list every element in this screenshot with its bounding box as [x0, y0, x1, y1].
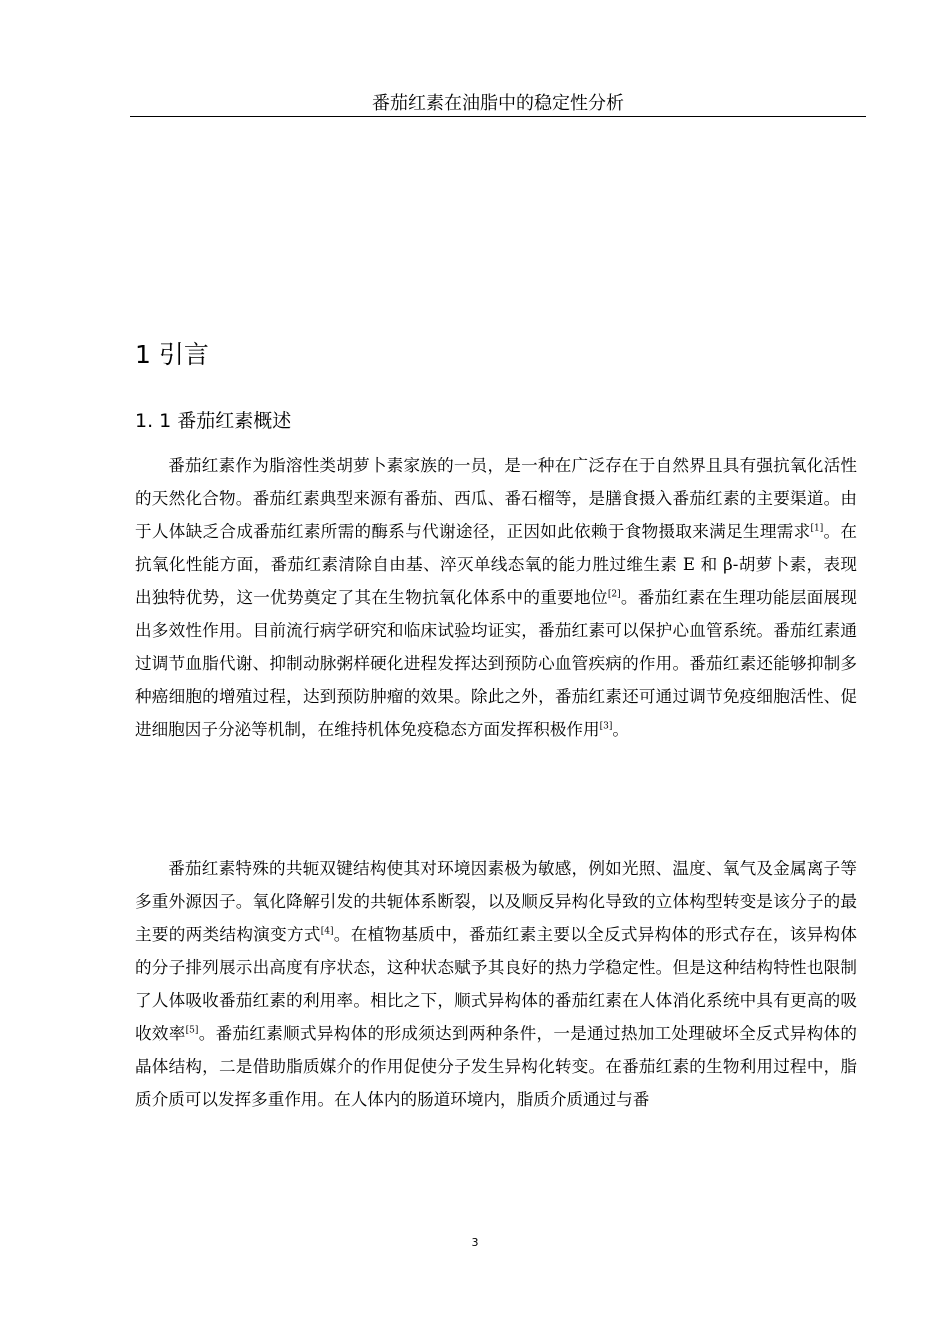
- paragraph-2: [135, 852, 857, 1116]
- paragraph-text: 番茄红素特殊的共轭双键结构使其对环境因素极为敏感，例如光照、温度、氧气及金属离子等多重外源因子。氧化降解引发的共轭体系断裂，以及顺反异构化导致的立体构型转变是该分子的最主要的两类结构演变方式: [135, 859, 857, 944]
- section-heading: 1 引言: [135, 340, 209, 369]
- paragraph-text: 。番茄红素顺式异构体的形成须达到两种条件，一是通过热加工处理破坏全反式异构体的晶体结构，二是借助脂质媒介的作用促使分子发生异构化转变。在番茄红素的生物利用过程中，脂质介质可以发挥多重作用。在人体内的肠道环境内，脂质介质通过与番: [135, 1024, 858, 1109]
- citation-1: [1]: [810, 523, 824, 534]
- paragraph-text: 。在抗氧化性能方面，番茄红素清除自由基、淬灭单线态氧的能力胜过维生素 E 和 β-胡萝卜素，表现出独特优势，这一优势奠定了其在生物抗氧化体系中的重要地位: [135, 522, 858, 607]
- citation-3: [3]: [599, 721, 613, 732]
- paragraph-text: 番茄红素作为脂溶性类胡萝卜素家族的一员，是一种在广泛存在于自然界且具有强抗氧化活性的天然化合物。番茄红素典型来源有番茄、西瓜、番石榴等，是膳食摄入番茄红素的主要渠道。由于人体缺乏合成番茄红素所需的酶系与代谢途径，正因如此依赖于食物摄取来满足生理需求: [135, 456, 857, 541]
- header-rule: [130, 116, 866, 117]
- page-number: 3: [471, 1236, 479, 1249]
- subsection-heading: 1. 1 番茄红素概述: [135, 410, 292, 432]
- paragraph-text: 。: [612, 720, 629, 739]
- running-header-title: 番茄红素在油脂中的稳定性分析: [372, 93, 624, 114]
- citation-4: [4]: [320, 926, 334, 937]
- citation-2: [2]: [607, 589, 621, 600]
- paragraph-1: [135, 449, 857, 746]
- paragraph-text: 。番茄红素在生理功能层面展现出多效性作用。目前流行病学研究和临床试验均证实，番茄红素可以保护心血管系统。番茄红素通过调节血脂代谢、抑制动脉粥样硬化进程发挥达到预防心血管疾病的作用。番茄红素还能够抑制多种癌细胞的增殖过程，达到预防肿瘤的效果。除此之外，番茄红素还可通过调节免疫细胞活性、促进细胞因子分泌等机制，在维持机体免疫稳态方面发挥积极作用: [135, 588, 858, 739]
- citation-5: [5]: [185, 1025, 199, 1036]
- paragraph-text: 。在植物基质中，番茄红素主要以全反式异构体的形式存在，该异构体的分子排列展示出高度有序状态，这种状态赋予其良好的热力学稳定性。但是这种结构特性也限制了人体吸收番茄红素的利用率。相比之下，顺式异构体的番茄红素在人体消化系统中具有更高的吸收效率: [135, 925, 858, 1043]
